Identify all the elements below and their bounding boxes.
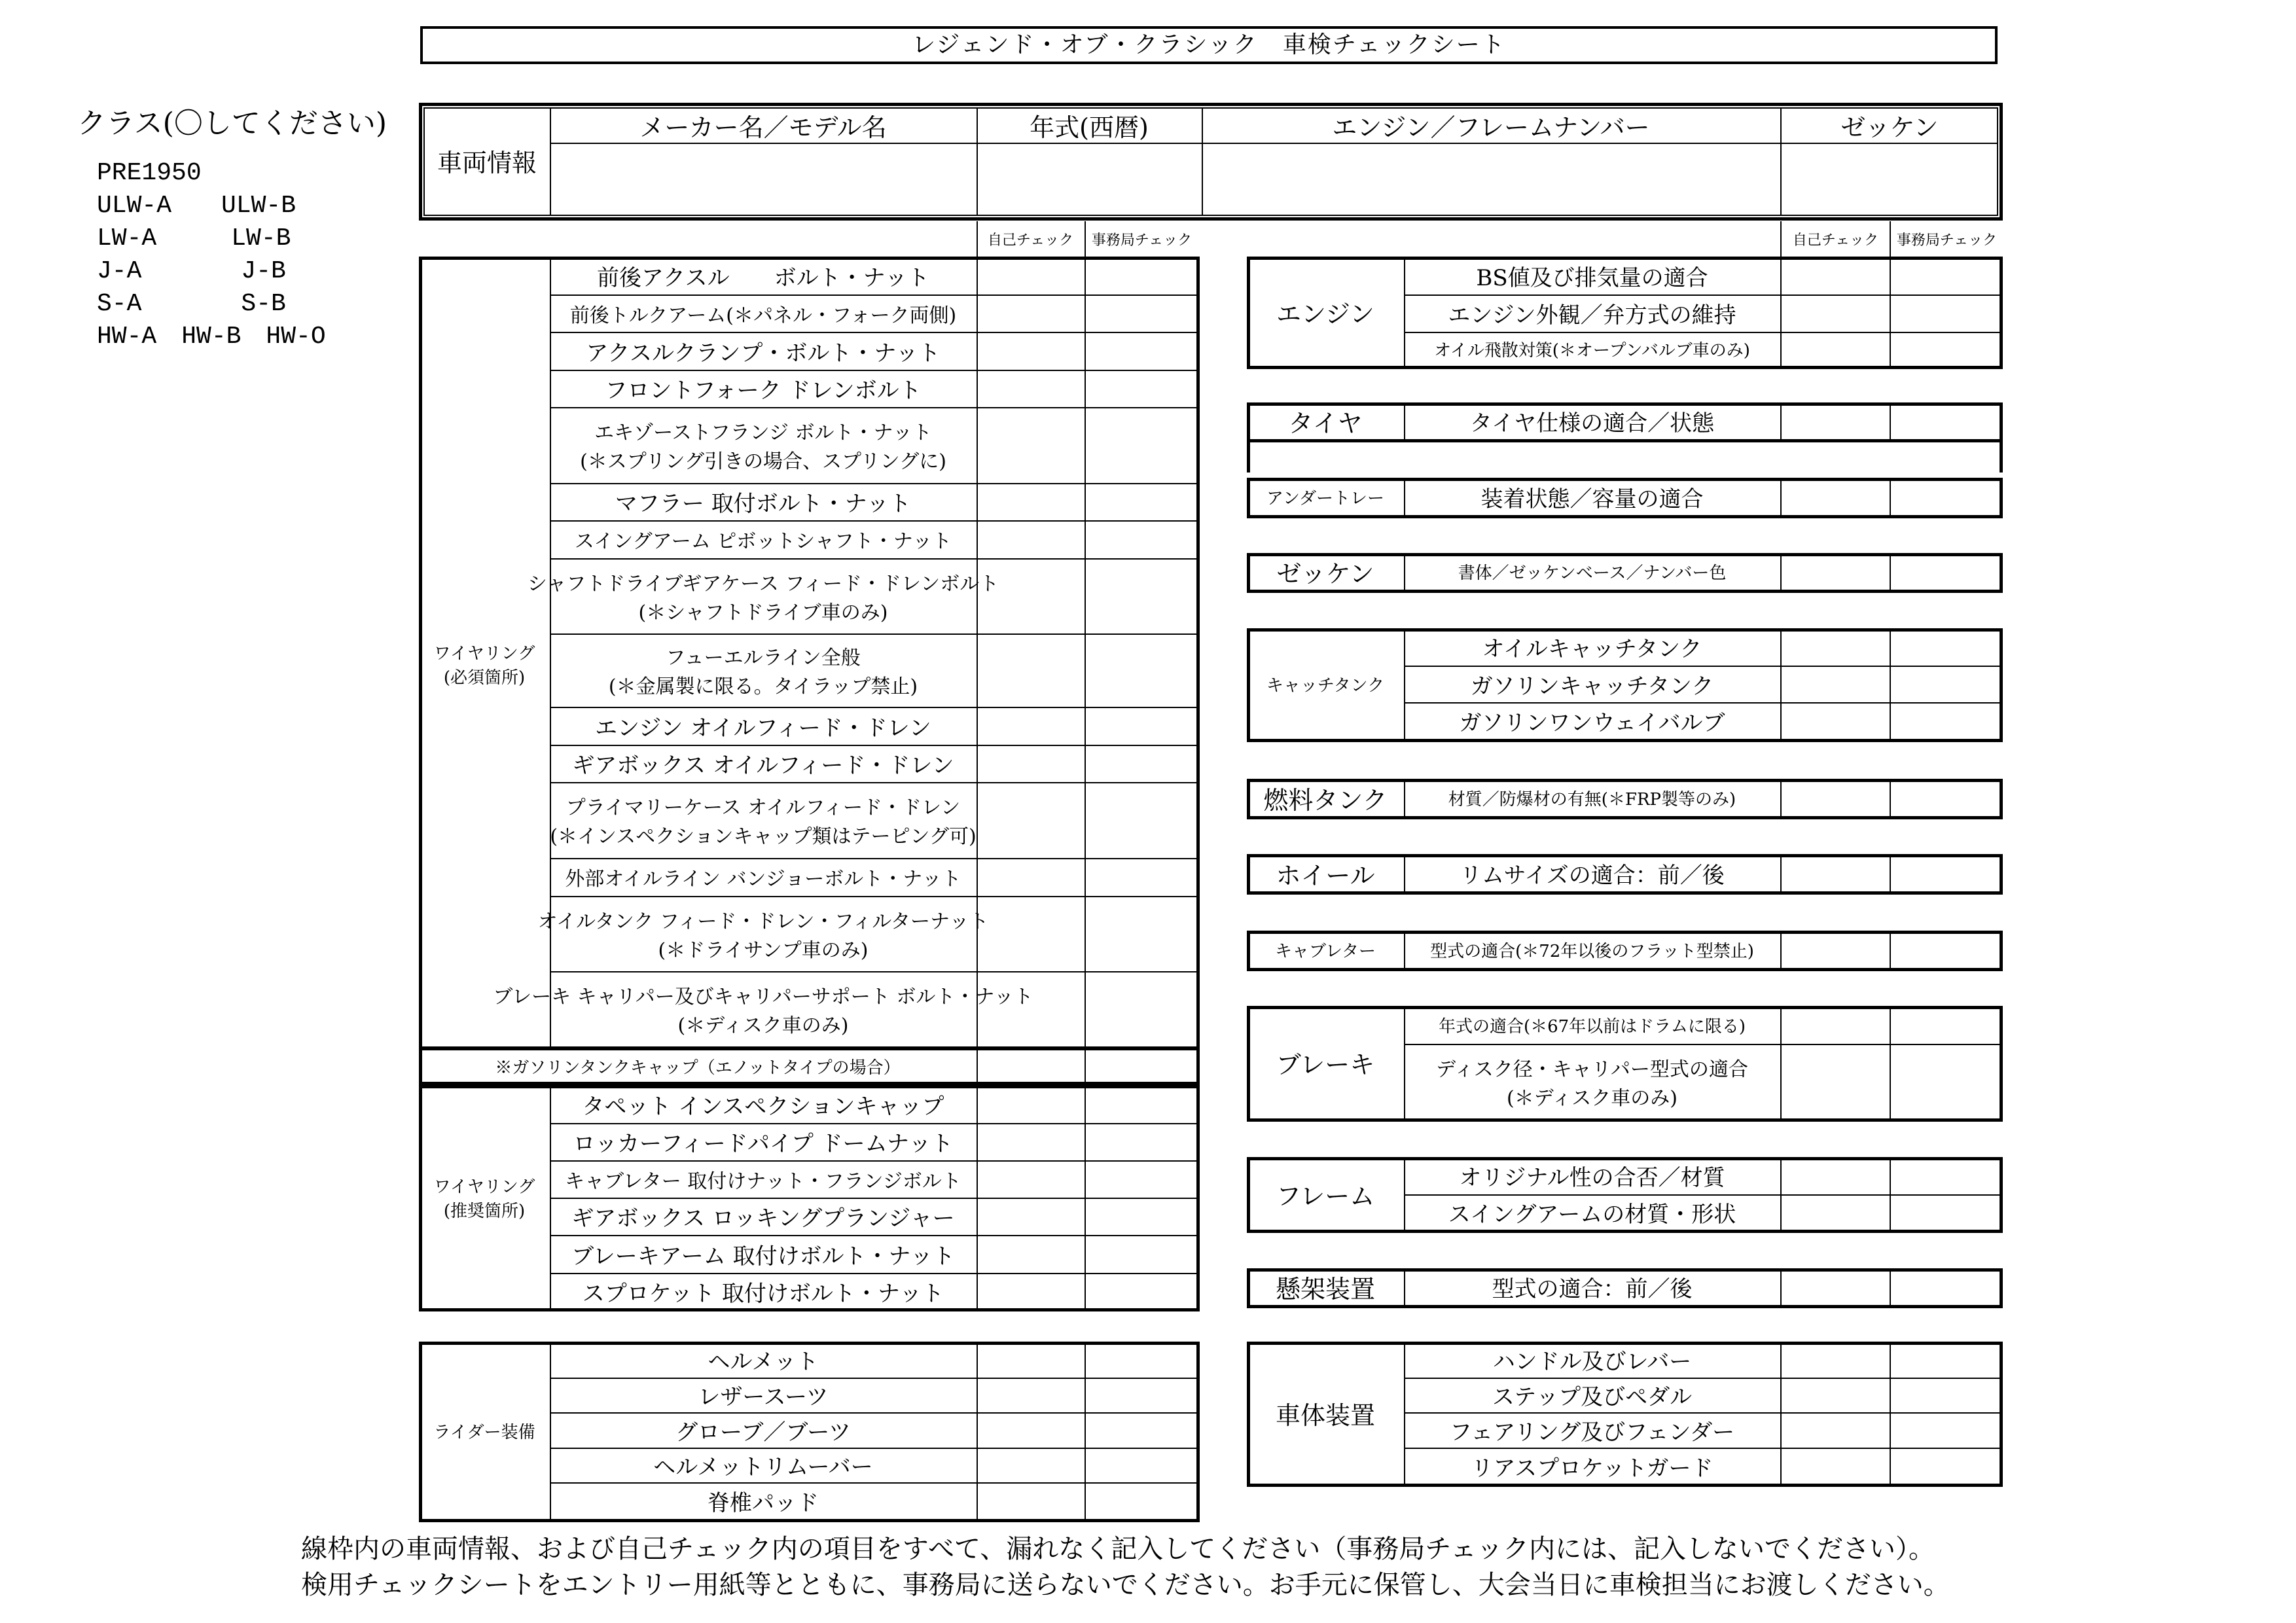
office-check-cell[interactable] <box>1891 1196 2000 1229</box>
group-label-wheel: ホイール <box>1276 861 1375 890</box>
check-item: ガソリンワンウェイバルブ <box>1459 710 1725 736</box>
self-check-cell[interactable] <box>1782 1414 1888 1446</box>
header-office-check: 事務局チェック <box>1091 232 1193 249</box>
recommended-item: スプロケット 取付けボルト・ナット <box>582 1281 944 1307</box>
check-item: オリジナル性の合否／材質 <box>1459 1165 1725 1191</box>
header-self-check: 自己チェック <box>1792 232 1879 249</box>
column-divider <box>1085 221 1086 257</box>
self-check-cell[interactable] <box>978 783 1083 857</box>
self-check-cell[interactable] <box>978 371 1083 406</box>
office-check-cell[interactable] <box>1891 855 2000 891</box>
office-check-cell[interactable] <box>1086 783 1197 857</box>
check-item: オイルキャッチタンク <box>1482 636 1702 662</box>
office-check-cell[interactable] <box>1891 1379 2000 1411</box>
sheet-title: レジェンド・オブ・クラシック 車検チェックシート <box>420 26 1998 64</box>
required-item <box>537 896 989 971</box>
self-check-cell[interactable] <box>978 1124 1083 1159</box>
required-item <box>493 971 1033 1047</box>
required-item <box>551 633 975 707</box>
cell-text-line: (＊スプリング引きの場合、スプリングに) <box>580 450 946 473</box>
self-check-cell[interactable] <box>978 1414 1083 1446</box>
check-item: スイングアームの材質・形状 <box>1448 1202 1736 1228</box>
office-check-cell[interactable] <box>1086 1124 1197 1159</box>
required-item: マフラー 取付ボルト・ナット <box>615 491 912 517</box>
required-item <box>551 782 975 858</box>
header-engine-frame-number: エンジン／フレームナンバー <box>1332 113 1650 142</box>
office-check-cell[interactable] <box>1891 479 2000 514</box>
office-check-cell[interactable] <box>1086 371 1197 406</box>
office-check-cell[interactable] <box>1086 635 1197 705</box>
class-prompt: クラス(〇してください) <box>77 107 387 140</box>
check-item: 年式の適合(＊67年以前はドラムに限る) <box>1438 1016 1746 1037</box>
class-option[interactable]: PRE1950 <box>97 159 202 187</box>
gas-cap-item: ※ガソリンタンクキャップ（エノットタイプの場合） <box>495 1058 901 1078</box>
self-check-cell[interactable] <box>1782 1007 1888 1043</box>
office-check-cell[interactable] <box>1891 1007 2000 1043</box>
check-item: 書体／ゼッケンベース／ナンバー色 <box>1458 563 1727 583</box>
rider-item: レザースーツ <box>698 1384 829 1410</box>
vehicle-info-label: 車両情報 <box>437 148 537 177</box>
class-option[interactable]: J-A J-B <box>97 257 286 285</box>
required-item: ギアボックス オイルフィード・ドレン <box>572 753 954 779</box>
group-label-engine: エンジン <box>1276 299 1375 329</box>
self-check-cell[interactable] <box>978 296 1083 330</box>
office-check-cell[interactable] <box>1086 1414 1197 1446</box>
self-check-cell[interactable] <box>978 408 1083 482</box>
class-list <box>97 157 326 353</box>
check-item: 装着状態／容量の適合 <box>1480 486 1704 512</box>
self-check-cell[interactable] <box>978 635 1083 705</box>
check-item: オイル飛散対策(＊オープンバルブ車のみ) <box>1434 341 1750 361</box>
office-check-cell[interactable] <box>1086 560 1197 632</box>
office-check-cell[interactable] <box>1086 1199 1197 1234</box>
office-check-cell[interactable] <box>1891 1414 2000 1446</box>
office-check-cell[interactable] <box>1086 1449 1197 1481</box>
cell-text-line: (必須箇所) <box>443 668 526 688</box>
recommended-item: キャブレター 取付けナット・フランジボルト <box>565 1169 961 1193</box>
office-check-cell[interactable] <box>1891 1045 2000 1118</box>
cell-text-line: フューエルライン全般 <box>666 647 861 669</box>
cell-text-line: (推奨箇所) <box>443 1202 526 1221</box>
engine-frame-number-field[interactable] <box>1203 144 1779 216</box>
self-check-cell[interactable] <box>1782 1270 1888 1304</box>
office-check-cell[interactable] <box>1086 897 1197 970</box>
office-check-cell[interactable] <box>1086 1050 1197 1082</box>
office-check-cell[interactable] <box>1891 1270 2000 1304</box>
recommended-item: ブレーキアーム 取付けボルト・ナット <box>571 1243 955 1270</box>
self-check-cell[interactable] <box>1782 1379 1888 1411</box>
rider-item: 脊椎パッド <box>708 1490 819 1516</box>
header-race-number: ゼッケン <box>1840 113 1939 142</box>
self-check-cell[interactable] <box>1782 780 1888 815</box>
office-check-cell[interactable] <box>1891 932 2000 967</box>
recommended-item: ギアボックス ロッキングプランジャー <box>571 1205 955 1232</box>
office-check-cell[interactable] <box>1891 404 2000 438</box>
self-check-cell[interactable] <box>1782 667 1888 701</box>
check-item: リアスプロケットガード <box>1471 1455 1713 1482</box>
check-item: 型式の適合：前／後 <box>1492 1276 1693 1302</box>
self-check-cell[interactable] <box>978 1236 1083 1272</box>
self-check-cell[interactable] <box>1782 258 1888 293</box>
required-item: 外部オイルライン バンジョーボルト・ナット <box>565 868 961 891</box>
office-check-cell[interactable] <box>1891 667 2000 701</box>
self-check-cell[interactable] <box>978 560 1083 632</box>
office-check-cell[interactable] <box>1086 258 1197 293</box>
office-check-cell[interactable] <box>1891 1449 2000 1483</box>
rider-equipment-label: ライダー装備 <box>433 1422 535 1442</box>
self-check-cell[interactable] <box>978 897 1083 970</box>
self-check-cell[interactable] <box>1782 554 1888 589</box>
office-check-cell[interactable] <box>1086 408 1197 482</box>
self-check-cell[interactable] <box>1782 1449 1888 1483</box>
recommended-item: ロッカーフィードパイプ ドームナット <box>573 1131 954 1157</box>
maker-model-field[interactable] <box>551 144 975 216</box>
cell-text-line: シャフトドライブギアケース フィード・ドレンボルト <box>527 572 999 596</box>
office-check-cell[interactable] <box>1891 1343 2000 1376</box>
group-label-fuel: 燃料タンク <box>1263 785 1388 815</box>
self-check-cell[interactable] <box>978 1162 1083 1196</box>
office-check-cell[interactable] <box>1086 1162 1197 1196</box>
self-check-cell[interactable] <box>978 1343 1083 1376</box>
check-item: 材質／防爆材の有無(＊FRP製等のみ) <box>1448 789 1736 810</box>
rider-item: グローブ／ブーツ <box>675 1419 851 1446</box>
self-check-cell[interactable] <box>1782 1045 1888 1118</box>
required-item <box>551 407 975 483</box>
column-divider <box>977 221 978 257</box>
cell-text-line: (＊ディスク車のみ) <box>677 1014 849 1037</box>
office-check-cell[interactable] <box>1891 780 2000 815</box>
self-check-cell[interactable] <box>978 333 1083 368</box>
header-model-year: 年式(西暦) <box>1030 113 1149 142</box>
cell-text-line: オイルタンク フィード・ドレン・フィルターナット <box>537 910 989 933</box>
group-label-carb: キャブレター <box>1275 941 1376 961</box>
office-check-cell[interactable] <box>1086 1086 1197 1122</box>
self-check-cell[interactable] <box>978 1484 1083 1518</box>
required-item: フロントフォーク ドレンボルト <box>605 378 922 404</box>
class-option[interactable]: ULW-A ULW-B <box>97 192 296 220</box>
cell-text-line: エキゾーストフランジ ボルト・ナット <box>594 421 932 444</box>
self-check-cell[interactable] <box>1782 932 1888 967</box>
office-check-cell[interactable] <box>1086 484 1197 519</box>
office-check-cell[interactable] <box>1086 296 1197 330</box>
required-item: エンジン オイルフィード・ドレン <box>595 715 931 741</box>
cell-text-line: ディスク径・キャリパー型式の適合 <box>1436 1058 1748 1081</box>
group-label-tire: タイヤ <box>1288 409 1363 438</box>
self-check-cell[interactable] <box>1782 1196 1888 1229</box>
self-check-cell[interactable] <box>1782 404 1888 438</box>
office-check-cell[interactable] <box>1891 554 2000 589</box>
cell-text-line: (＊ディスク車のみ) <box>1506 1086 1677 1110</box>
self-check-cell[interactable] <box>978 484 1083 519</box>
cell-text-line: プライマリーケース オイルフィード・ドレン <box>565 796 961 819</box>
check-item <box>1405 1044 1779 1119</box>
self-check-cell[interactable] <box>978 708 1083 743</box>
cell-text-line: (＊シャフトドライブ車のみ) <box>638 601 888 624</box>
office-check-cell[interactable] <box>1086 1484 1197 1518</box>
self-check-cell[interactable] <box>1782 296 1888 330</box>
cell-text-line: (＊インスペクションキャップ類はテーピング可) <box>550 825 977 848</box>
self-check-cell[interactable] <box>1782 630 1888 664</box>
office-check-cell[interactable] <box>1086 746 1197 781</box>
required-item <box>527 558 999 633</box>
rider-item: ヘルメット <box>708 1349 819 1375</box>
check-item: タイヤ仕様の適合／状態 <box>1469 410 1715 437</box>
group-label-frame: フレーム <box>1276 1181 1375 1211</box>
group-label-body: 車体装置 <box>1275 1400 1375 1430</box>
required-item: アクスルクランプ・ボルト・ナット <box>586 340 941 366</box>
office-check-cell[interactable] <box>1891 296 2000 330</box>
header-maker-model: メーカー名／モデル名 <box>639 113 887 142</box>
class-option[interactable]: LW-A LW-B <box>97 224 291 253</box>
office-check-cell[interactable] <box>1086 1274 1197 1309</box>
office-check-cell[interactable] <box>1086 708 1197 743</box>
cell-text-line: ワイヤリング <box>433 644 535 664</box>
office-check-cell[interactable] <box>1086 859 1197 895</box>
self-check-cell[interactable] <box>978 522 1083 557</box>
self-check-cell[interactable] <box>978 258 1083 293</box>
tire-gap-row <box>1247 440 2003 473</box>
self-check-cell[interactable] <box>1782 1158 1888 1193</box>
header-office-check: 事務局チェック <box>1896 232 1998 249</box>
class-option[interactable]: HW-A HW-B HW-O <box>97 323 326 351</box>
header-self-check: 自己チェック <box>987 232 1074 249</box>
column-divider <box>1890 221 1891 257</box>
wiring-required-label <box>422 628 547 700</box>
rider-item: ヘルメットリムーバー <box>653 1454 873 1480</box>
cell-text-line: (＊ドライサンプ車のみ) <box>658 938 869 962</box>
group-label-undertray: アンダートレー <box>1266 488 1384 508</box>
required-item: 前後トルクアーム(＊パネル・フォーク両側) <box>569 304 957 327</box>
self-check-cell[interactable] <box>1782 333 1888 365</box>
check-item: フェアリング及びフェンダー <box>1449 1419 1735 1446</box>
self-check-cell[interactable] <box>1782 855 1888 891</box>
model-year-field[interactable] <box>978 144 1200 216</box>
group-label-number: ゼッケン <box>1276 560 1374 588</box>
self-check-cell[interactable] <box>978 1274 1083 1309</box>
self-check-cell[interactable] <box>978 1199 1083 1234</box>
self-check-cell[interactable] <box>978 1086 1083 1122</box>
self-check-cell[interactable] <box>1782 479 1888 514</box>
self-check-cell[interactable] <box>978 972 1083 1046</box>
check-item: エンジン外観／弁方式の維持 <box>1448 302 1736 329</box>
required-item: スイングアーム ピボットシャフト・ナット <box>574 530 952 553</box>
check-item: ステップ及びペダル <box>1492 1384 1693 1410</box>
group-label-suspension: 懸架装置 <box>1275 1275 1375 1304</box>
office-check-cell[interactable] <box>1086 522 1197 557</box>
office-check-cell[interactable] <box>1891 1158 2000 1193</box>
footer-note-1: 線枠内の車両情報、および自己チェック内の項目をすべて、漏れなく記入してください（事務局チェック内には、記入しないでください）。 <box>301 1534 1935 1564</box>
office-check-cell[interactable] <box>1086 972 1197 1046</box>
check-item: ガソリンキャッチタンク <box>1470 673 1714 700</box>
class-option[interactable]: S-A S-B <box>97 290 286 318</box>
self-check-cell[interactable] <box>1782 704 1888 738</box>
group-label-brake: ブレーキ <box>1276 1050 1375 1079</box>
office-check-cell[interactable] <box>1891 258 2000 293</box>
recommended-item: タペット インスペクションキャップ <box>582 1093 944 1120</box>
office-check-cell[interactable] <box>1086 1236 1197 1272</box>
office-check-cell[interactable] <box>1891 630 2000 664</box>
group-label-catch: キャッチタンク <box>1266 675 1385 696</box>
cell-text-line: ブレーキ キャリパー及びキャリパーサポート ボルト・ナット <box>493 986 1033 1008</box>
office-check-cell[interactable] <box>1086 333 1197 368</box>
office-check-cell[interactable] <box>1086 1379 1197 1411</box>
office-check-cell[interactable] <box>1891 333 2000 365</box>
wiring-recommended-label <box>422 1162 547 1234</box>
race-number-field[interactable] <box>1782 144 1998 216</box>
footer-note-2: 検用チェックシートをエントリー用紙等とともに、事務局に送らないでください。お手元に保管し、大会当日に車検担当にお渡しください。 <box>301 1570 1950 1600</box>
required-item: 前後アクスル ボルト・ナット <box>597 264 929 291</box>
self-check-cell[interactable] <box>1782 1343 1888 1376</box>
self-check-cell[interactable] <box>978 1050 1083 1082</box>
self-check-cell[interactable] <box>978 1379 1083 1411</box>
check-item: BS値及び排気量の適合 <box>1476 264 1708 291</box>
self-check-cell[interactable] <box>978 746 1083 781</box>
cell-text-line: ワイヤリング <box>433 1177 535 1197</box>
self-check-cell[interactable] <box>978 1449 1083 1481</box>
check-item: ハンドル及びレバー <box>1492 1349 1692 1375</box>
check-item: リムサイズの適合：前／後 <box>1460 862 1725 889</box>
cell-text-line: (＊金属製に限る。タイラップ禁止) <box>608 675 918 698</box>
office-check-cell[interactable] <box>1086 1343 1197 1376</box>
column-divider <box>1780 221 1782 257</box>
check-item: 型式の適合(＊72年以後のフラット型禁止) <box>1430 941 1754 961</box>
self-check-cell[interactable] <box>978 859 1083 895</box>
office-check-cell[interactable] <box>1891 704 2000 738</box>
